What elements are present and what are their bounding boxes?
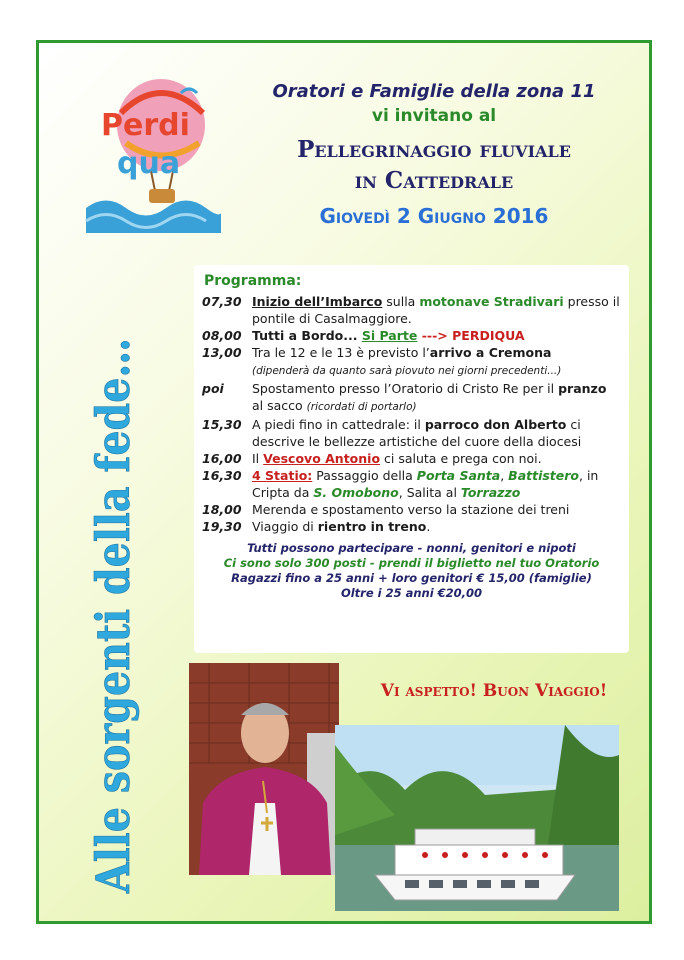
program-text-segment: al sacco [252, 398, 307, 413]
program-text-segment: Porta Santa [416, 468, 501, 483]
closing-greeting: Vi aspetto! Buon Viaggio! [380, 681, 608, 701]
program-text-segment: Tutti a Bordo... [252, 328, 362, 343]
program-text-segment: , in Cripta da [252, 468, 599, 500]
program-description [252, 380, 621, 416]
program-row [202, 380, 621, 416]
program-description [252, 293, 621, 327]
program-text-segment: motonave Stradivari [419, 294, 564, 309]
program-text-segment: ci saluta e prega con noi. [380, 451, 542, 466]
program-row [202, 327, 621, 344]
program-time: 08,00 [202, 328, 242, 343]
program-description [252, 467, 621, 501]
program-text-segment: S. Omobono [313, 485, 399, 500]
program-text-segment: Viaggio di [252, 519, 318, 534]
program-row [202, 518, 621, 535]
program-text-segment: Si Parte [361, 328, 418, 343]
program-description [252, 344, 621, 380]
poster [36, 40, 652, 924]
program-text-segment: A piedi fino in cattedrale: il [252, 417, 425, 432]
invite-line: vi invitano al [371, 106, 497, 126]
program-note: (dipenderà da quanto sarà piovuto nei giorni precedenti...) [252, 365, 562, 377]
organizer-line: Oratori e Famiglie della zona 11 [272, 81, 596, 102]
program-row [202, 450, 621, 467]
event-title-line2: in Cattedrale [354, 167, 514, 195]
program-time: 16,00 [202, 451, 242, 466]
program-row [202, 467, 621, 501]
program-text-segment: Passaggio della [312, 468, 417, 483]
program-text-segment: (ricordati di portarlo) [306, 401, 417, 413]
program-row [202, 501, 621, 518]
bishop-photo [189, 663, 339, 875]
perdiqua-logo [81, 73, 221, 243]
program-text-segment: , Salita al [398, 485, 461, 500]
program-text-segment: Tra le 12 e le 13 è previsto l’ [252, 345, 430, 360]
program-time: 07,30 [202, 294, 242, 309]
program-row [202, 416, 621, 450]
program-text-segment: parroco don Alberto [424, 417, 567, 432]
event-title [229, 134, 639, 196]
program-text-segment: rientro in treno [317, 519, 427, 534]
program-text-segment: 4 Statio: [252, 468, 313, 483]
program-text-segment: Spostamento presso l’Oratorio di Cristo Re per il [252, 381, 559, 396]
program-text-segment: Il [252, 451, 264, 466]
event-date: Giovedì 2 Giugno 2016 [319, 204, 549, 229]
program-time: 15,30 [202, 417, 242, 432]
slogan-text: Alle sorgenti della fede… [86, 333, 140, 893]
program-text-segment: Merenda e spostamento verso la stazione dei treni [252, 502, 570, 517]
program-time: poi [202, 381, 224, 396]
logo-text-bottom: qua [117, 146, 181, 181]
logo-text-top: Perdi [101, 108, 190, 143]
program-text-segment: presso il pontile di Casalmaggiore. [252, 294, 620, 326]
program-time: 18,00 [202, 502, 242, 517]
event-title-line1: Pellegrinaggio fluviale [297, 136, 571, 163]
program-description [252, 518, 621, 535]
program-text-segment: Battistero [508, 468, 580, 483]
program-text-segment: ci descrive le bellezze artistiche del cuore della diocesi [252, 417, 582, 449]
program-text-segment: arrivo a Cremona [429, 345, 552, 360]
program-text-segment: ---> PERDIQUA [417, 328, 525, 343]
program-time: 16,30 [202, 468, 242, 483]
program-text-segment: , [500, 468, 509, 483]
program-text-segment: pranzo [558, 381, 607, 396]
program-text-segment: Torrazzo [460, 485, 521, 500]
program-time: 13,00 [202, 345, 242, 360]
program-description [252, 501, 621, 518]
program-description [252, 450, 621, 467]
program-text-segment: Inizio dell’Imbarco [252, 294, 383, 309]
program-title: Programma: [204, 273, 302, 289]
program-time: 19,30 [202, 519, 242, 534]
program-description [252, 416, 621, 450]
balloon-logo-icon [81, 73, 221, 243]
program-row [202, 344, 621, 380]
program-box [194, 265, 629, 653]
header [229, 81, 639, 228]
boat-photo [335, 725, 619, 911]
program-text-segment: . [426, 519, 431, 534]
footer-line3: Ragazzi fino a 25 anni + loro genitori € 15,00 (famiglie) [231, 571, 592, 585]
footer-line4: Oltre i 25 anni €20,00 [340, 586, 483, 600]
footer-line1: Tutti possono partecipare - nonni, genitori e nipoti [247, 541, 576, 555]
program-row [202, 293, 621, 327]
program-text-segment: sulla [382, 294, 420, 309]
program-footer [202, 541, 621, 601]
program-text-segment: Vescovo Antonio [263, 451, 381, 466]
footer-line2: Ci sono solo 300 posti - prendi il biglietto nel tuo Oratorio [223, 556, 600, 570]
program-rows [202, 293, 621, 535]
program-description [252, 327, 621, 344]
vertical-slogan [47, 333, 177, 913]
